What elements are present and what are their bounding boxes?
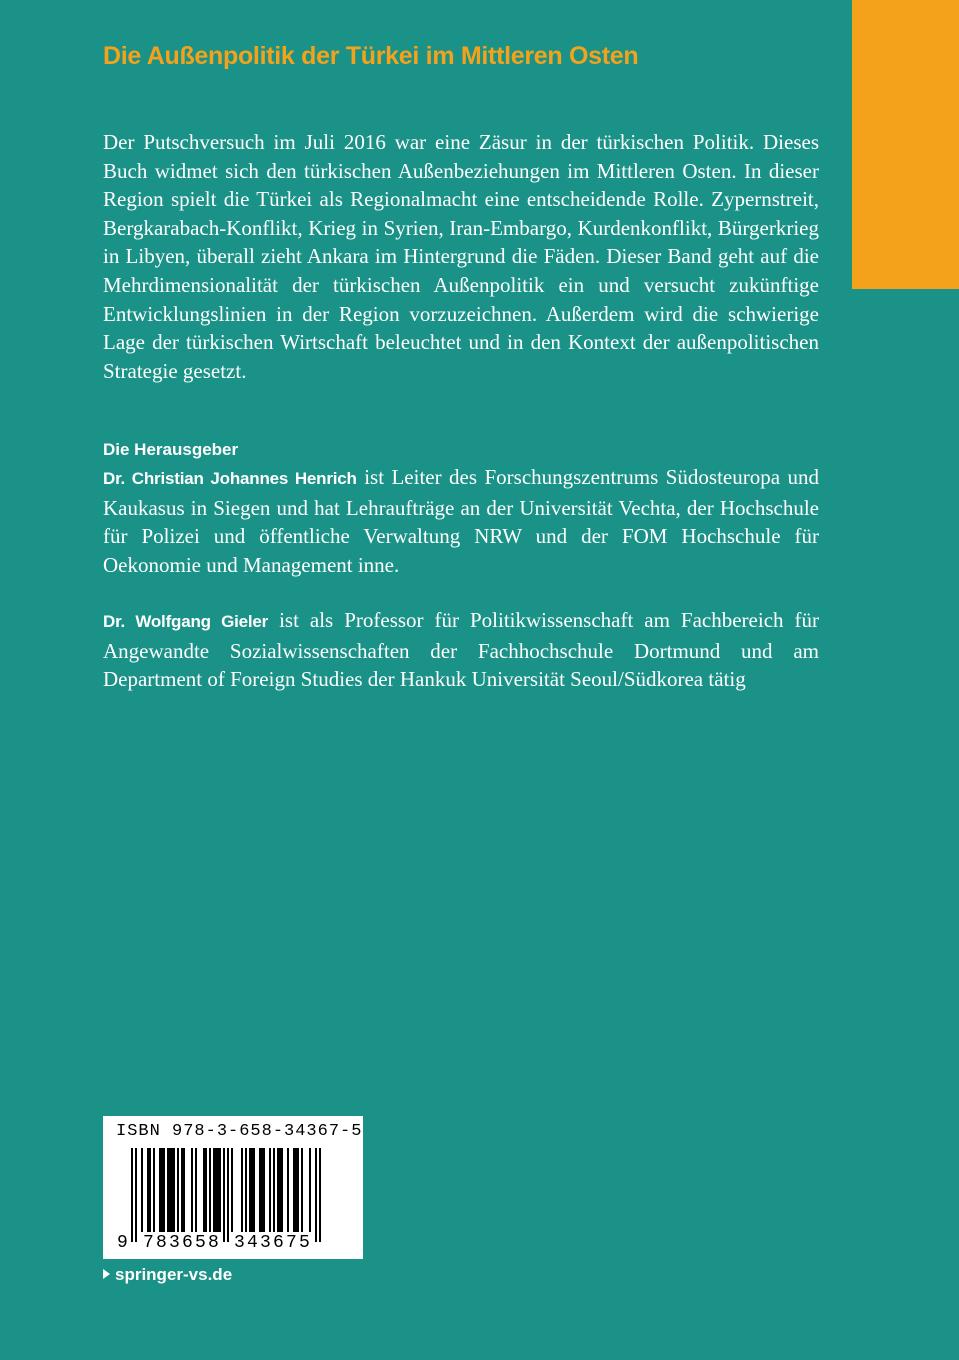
editor-bio-text bbox=[103, 606, 819, 694]
editor-bio: ist als Professor für Politikwissenschaft am Fachbereich für Angewandte Sozialwissenschaften der Fachhochschule Dortmund und am Department of Foreign Studies der Hankuk Universität Seoul/Südkorea tätig bbox=[103, 608, 819, 692]
website-text: springer-vs.de bbox=[115, 1265, 233, 1284]
editors-heading: Die Herausgeber bbox=[103, 440, 239, 459]
arrow-right-icon bbox=[103, 1269, 110, 1279]
editor-bio-text bbox=[103, 463, 819, 579]
editor-name: Dr. Wolfgang Gieler bbox=[103, 612, 269, 631]
editor-name: Dr. Christian Johannes Henrich bbox=[103, 469, 357, 488]
barcode-digits: 9 783658 343675 bbox=[117, 1233, 313, 1253]
blurb-text: Der Putschversuch im Juli 2016 war eine Zäsur in der türkischen Politik. Dieses Buch widmet sich den türkischen Außenbeziehungen im Mittleren Osten. In dieser Region spielt die Türkei als Regionalmacht eine entscheidende Rolle. Zypernstreit, Bergkarabach-Konflikt, Krieg in Syrien, Iran-Embargo, Kurdenkonflikt, Bürgerkrieg in Libyen, überall zieht Ankara im Hintergrund die Fäden. Dieser Band geht auf die Mehrdimensionalität der türkischen Außenpolitik ein und versucht zukünftige Entwicklungslinien in der Region vorzuzeichnen. Außerdem wird die schwierige Lage der türkischen Wirtschaft beleuchtet und in den Kontext der außenpolitischen Strategie gesetzt. bbox=[103, 130, 819, 383]
website-link[interactable] bbox=[103, 1265, 232, 1285]
editor-bio-2 bbox=[103, 606, 819, 694]
editor-bio: ist Leiter des Forschungszentrums Südosteuropa und Kaukasus in Siegen und hat Lehraufträge an der Universität Vechta, der Hochschule für Polizei und öffentliche Verwaltung NRW und der FOM Hochschule für Oekonomie und Management inne. bbox=[103, 465, 819, 577]
blurb bbox=[103, 128, 819, 385]
accent-tab bbox=[852, 0, 959, 289]
barcode-box bbox=[103, 1116, 363, 1259]
isbn-label: ISBN 978-3-658-34367-5 bbox=[116, 1122, 363, 1141]
editor-bio-1 bbox=[103, 463, 819, 579]
book-title: Die Außenpolitik der Türkei im Mittleren Osten bbox=[103, 42, 639, 70]
